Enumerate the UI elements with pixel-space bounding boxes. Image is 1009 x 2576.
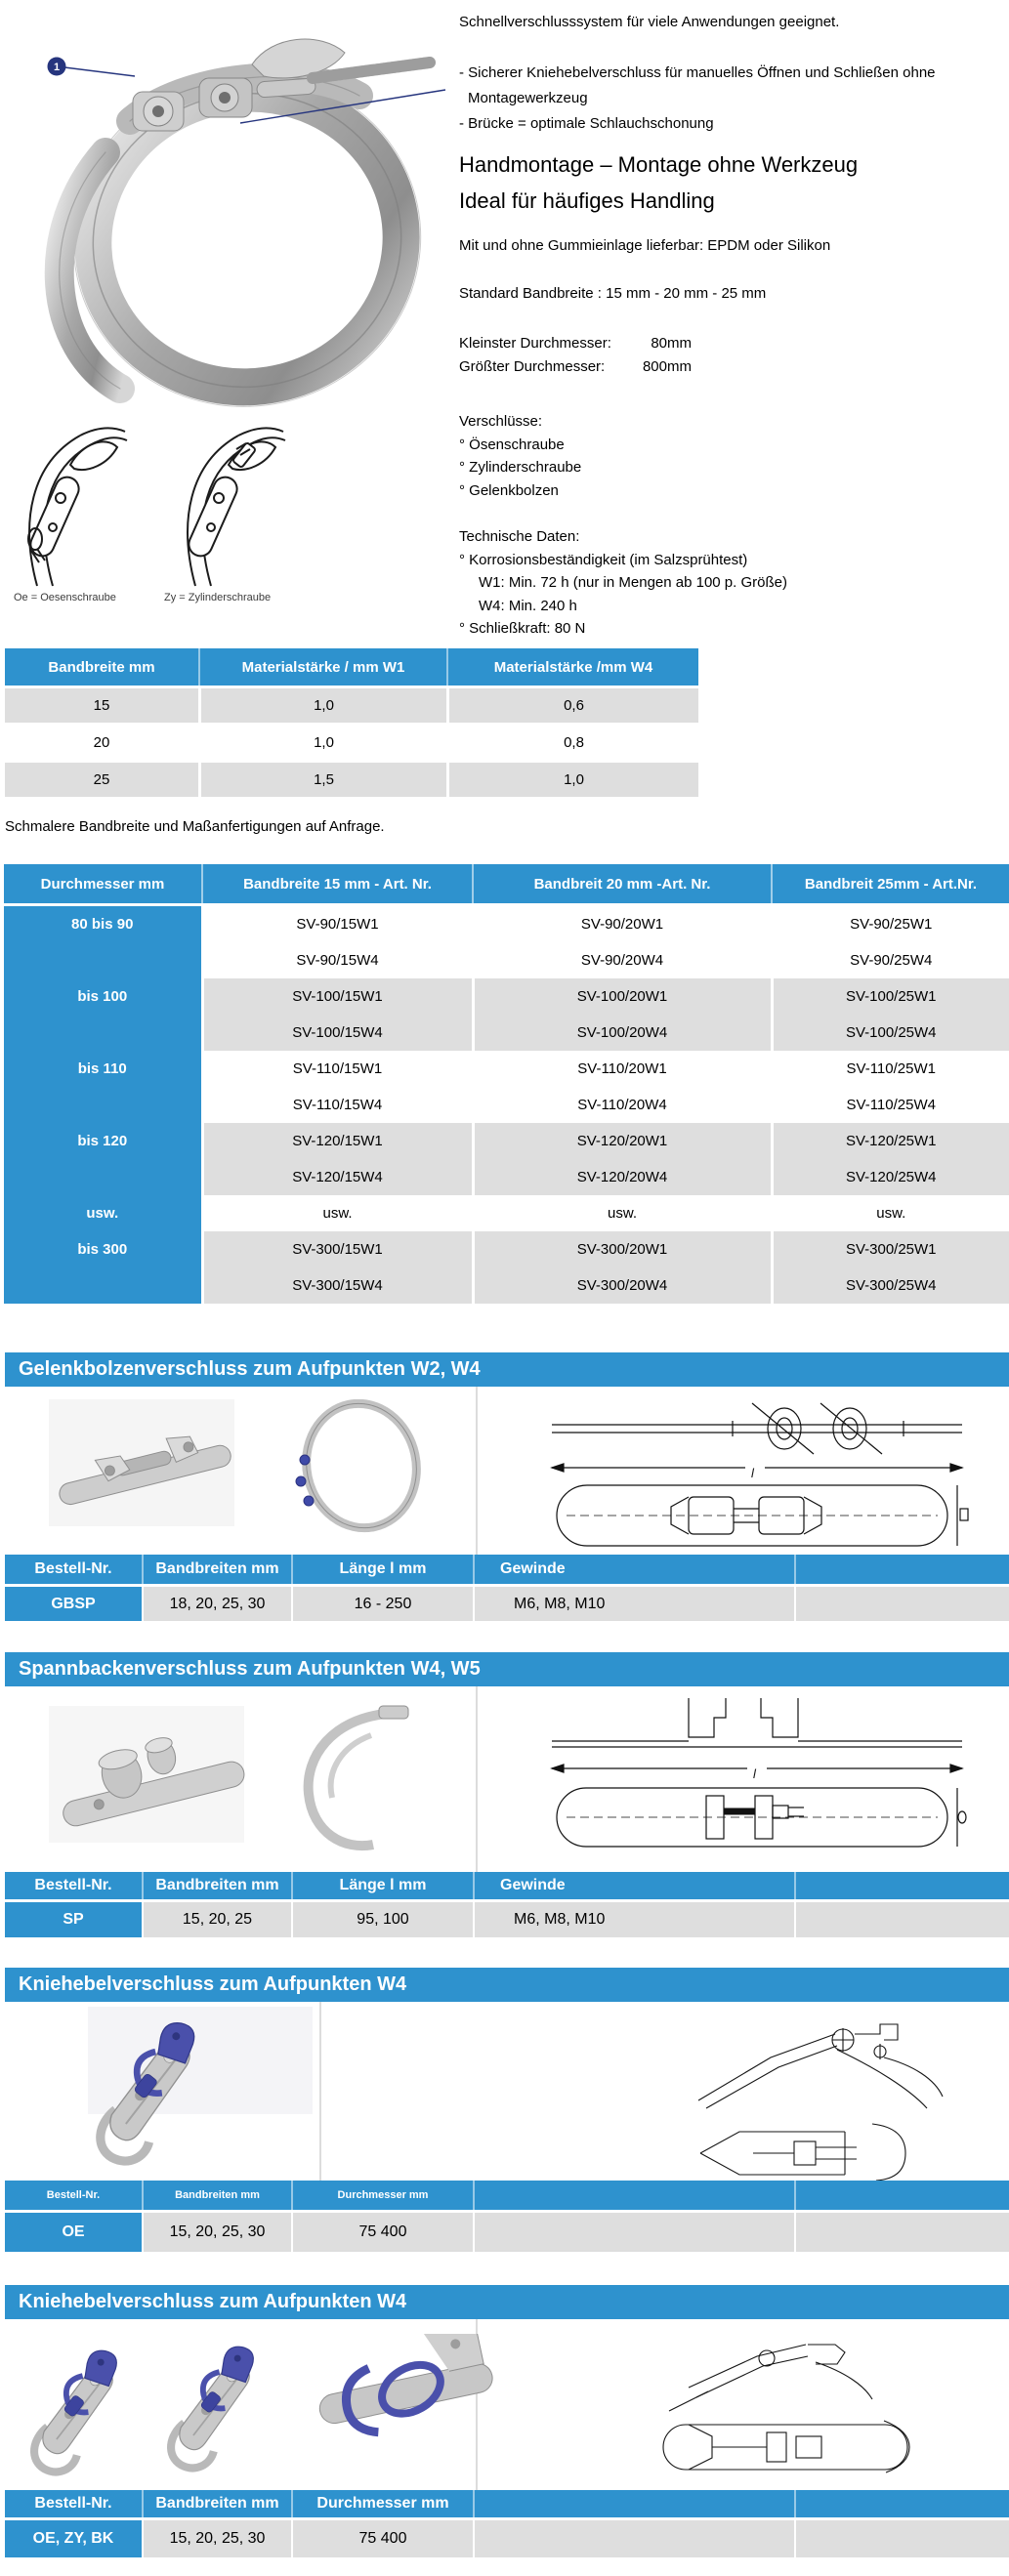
column-header: Bandbreiten mm: [142, 2181, 291, 2210]
kniehebel-technical-drawing: [689, 2007, 1001, 2182]
bullet-line: - Brücke = optimale Schlauchschonung: [459, 115, 714, 132]
art-nr-cell: SV-120/25W1: [772, 1123, 1009, 1159]
art-nr-cell: SV-90/15W1: [202, 905, 473, 943]
column-header: [794, 2490, 1009, 2517]
column-header: Bandbreit 20 mm -Art. Nr.: [473, 864, 772, 905]
table-row: [4, 1051, 1009, 1087]
art-nr-cell: SV-100/15W4: [202, 1015, 473, 1051]
art-nr-cell: SV-90/20W1: [473, 905, 772, 943]
column-header: Bandbreite 15 mm - Art. Nr.: [202, 864, 473, 905]
art-nr-cell: usw.: [202, 1195, 473, 1231]
art-nr-cell: SV-120/15W1: [202, 1123, 473, 1159]
art-nr-cell: SV-120/20W4: [473, 1159, 772, 1195]
column-header: [473, 2490, 794, 2517]
max-diameter-value: 800mm: [642, 358, 692, 375]
tech-item: ° Schließkraft: 80 N: [459, 620, 586, 637]
order-number-cell: OE, ZY, BK: [5, 2520, 142, 2557]
column-header: Bandbreiten mm: [142, 1555, 291, 1584]
locks-list: [459, 410, 1008, 502]
kniehebel-render: [59, 2007, 410, 2178]
delivery-note: Mit und ohne Gummieinlage lieferbar: EPDM oder Silikon: [459, 237, 831, 254]
min-diameter-label: Kleinster Durchmesser:: [459, 335, 611, 352]
column-header: Länge l mm: [291, 1872, 473, 1899]
column-header: Bestell-Nr.: [5, 1872, 142, 1899]
art-nr-cell: SV-90/20W4: [473, 942, 772, 978]
subheadline: Handmontage – Montage ohne Werkzeug Ideal für häufiges Handling: [459, 152, 859, 213]
column-header: Durchmesser mm: [291, 2490, 473, 2517]
technical-data: [459, 525, 1008, 641]
callout-number: 1: [53, 62, 61, 73]
order-number-cell: GBSP: [5, 1587, 142, 1621]
min-diameter-value: 80mm: [651, 335, 692, 352]
kniehebel-variants-drawing: [650, 2329, 972, 2480]
zy-caption: Zy = Zylinderschraube: [164, 592, 272, 603]
art-nr-cell: SV-120/15W4: [202, 1159, 473, 1195]
lock-item: ° Ösenschraube: [459, 436, 565, 453]
art-nr-cell: SV-110/20W1: [473, 1051, 772, 1087]
oe-caption: Oe = Oesenschraube: [14, 592, 116, 603]
art-nr-cell: SV-120/20W1: [473, 1123, 772, 1159]
art-nr-cell: SV-300/25W4: [772, 1267, 1009, 1304]
dimension-label: l: [753, 1766, 756, 1781]
zy-variant-drawing: [158, 414, 315, 590]
art-nr-cell: SV-100/25W1: [772, 978, 1009, 1015]
table-row: [4, 905, 1009, 943]
lock-item: ° Gelenkbolzen: [459, 481, 559, 499]
column-header: Gewinde: [473, 1555, 794, 1584]
diameter-table: [4, 864, 1009, 1304]
diameter-table-header: [4, 864, 1009, 905]
art-nr-cell: SV-300/20W1: [473, 1231, 772, 1267]
art-nr-cell: SV-90/25W1: [772, 905, 1009, 943]
art-nr-cell: usw.: [772, 1195, 1009, 1231]
diameter-table-body: [4, 905, 1009, 1305]
kniehebel-variants-render: [15, 2334, 659, 2488]
table-row: [4, 978, 1009, 1015]
section-kniehebelverschluss-oe: [5, 1968, 1009, 2261]
section-title: Gelenkbolzenverschluss zum Aufpunkten W2, W4: [5, 1352, 1009, 1387]
column-header: Bandbreiten mm: [142, 2490, 291, 2517]
art-nr-cell: SV-300/15W1: [202, 1231, 473, 1267]
table-row: [4, 1231, 1009, 1267]
section-title: Spannbackenverschluss zum Aufpunkten W4, W5: [5, 1652, 1009, 1686]
art-nr-cell: SV-100/20W4: [473, 1015, 772, 1051]
art-nr-cell: SV-100/15W1: [202, 978, 473, 1015]
art-nr-cell: SV-300/20W4: [473, 1267, 772, 1304]
headline: Schnellverschlusssystem für viele Anwendungen geeignet.: [459, 14, 840, 30]
bullet-line: Montagewerkzeug: [468, 90, 588, 106]
column-header: Bandbreit 25mm - Art.Nr.: [772, 864, 1009, 905]
gelenkbolzen-table: Bestell-Nr. Bandbreiten mm Länge l mm Gewinde GBSP 18, 20, 25, 30 16 - 250 M6, M8, M10: [5, 1555, 1009, 1621]
diameter-group-label: bis 120: [4, 1123, 202, 1195]
art-nr-cell: SV-110/25W4: [772, 1087, 1009, 1123]
locks-title: Verschlüsse:: [459, 413, 543, 430]
column-header: [473, 2181, 794, 2210]
diameter-range: [459, 332, 1008, 379]
column-header: Bestell-Nr.: [5, 2490, 142, 2517]
material-table: [5, 648, 698, 797]
table-row: 20 1,0 0,8: [5, 726, 698, 760]
section-title: Kniehebelverschluss zum Aufpunkten W4: [5, 1968, 1009, 2002]
clamp-product-photo: [8, 6, 447, 408]
column-header: Materialstärke /mm W4: [446, 648, 698, 686]
section-kniehebelverschluss-oe-zy-bk: [5, 2285, 1009, 2568]
art-nr-cell: SV-110/15W4: [202, 1087, 473, 1123]
column-header: Länge l mm: [291, 1555, 473, 1584]
divider: [476, 1686, 478, 1872]
column-header: Bandbreite mm: [48, 658, 155, 676]
diameter-group-label: 80 bis 90: [4, 905, 202, 979]
dimension-label: l: [751, 1466, 754, 1480]
tech-item: W1: Min. 72 h (nur in Mengen ab 100 p. Größe): [479, 574, 787, 591]
art-nr-cell: SV-100/20W1: [473, 978, 772, 1015]
divider: [476, 1387, 478, 1555]
diameter-group-label: bis 100: [4, 978, 202, 1051]
diameter-group-label: bis 300: [4, 1231, 202, 1304]
oe-variant-drawing: [10, 414, 156, 590]
table-row: [4, 1195, 1009, 1231]
column-header: Durchmesser mm: [291, 2181, 473, 2210]
material-table-header: [5, 648, 698, 686]
max-diameter-label: Größter Durchmesser:: [459, 358, 606, 375]
gelenkbolzen-render: [49, 1399, 469, 1536]
diameter-group-label: bis 110: [4, 1051, 202, 1123]
art-nr-cell: SV-90/15W4: [202, 942, 473, 978]
spannbacken-table: Bestell-Nr. Bandbreiten mm Länge l mm Gewinde SP 15, 20, 25 95, 100 M6, M8, M10: [5, 1872, 1009, 1937]
tech-item: W4: Min. 240 h: [479, 597, 577, 614]
standard-bandwidth: Standard Bandbreite : 15 mm - 20 mm - 25 mm: [459, 285, 767, 302]
gelenkbolzen-technical-drawing: [542, 1392, 972, 1553]
art-nr-cell: SV-100/25W4: [772, 1015, 1009, 1051]
tech-title: Technische Daten:: [459, 528, 580, 545]
column-header: Materialstärke / mm W1: [198, 648, 446, 686]
table-row: 25 1,5 1,0: [5, 763, 698, 797]
intro-text-block: [459, 0, 1008, 644]
table-row: [4, 1123, 1009, 1159]
diameter-group-label: usw.: [4, 1195, 202, 1231]
art-nr-cell: SV-110/25W1: [772, 1051, 1009, 1087]
lock-item: ° Zylinderschraube: [459, 459, 582, 476]
column-header: [794, 1872, 1009, 1899]
kniehebel-table: Bestell-Nr. Bandbreiten mm Durchmesser mm OE 15, 20, 25, 30 75 400: [5, 2181, 1009, 2252]
art-nr-cell: SV-110/20W4: [473, 1087, 772, 1123]
spannbacken-technical-drawing: [542, 1686, 972, 1862]
column-header: Bestell-Nr.: [5, 1555, 142, 1584]
kniehebel-variants-table: Bestell-Nr. Bandbreiten mm Durchmesser mm OE, ZY, BK 15, 20, 25, 30 75 400: [5, 2490, 1009, 2557]
column-header: [794, 2181, 1009, 2210]
tech-item: ° Korrosionsbeständigkeit (im Salzsprühtest): [459, 551, 748, 568]
feature-bullets: [459, 61, 1008, 137]
section-gelenkbolzenverschluss: [5, 1352, 1009, 1629]
bullet-line: - Sicherer Kniehebelverschluss für manuelles Öffnen und Schließen ohne: [459, 64, 936, 81]
callout-leader-line: [64, 67, 135, 76]
art-nr-cell: SV-110/15W1: [202, 1051, 473, 1087]
table-row: 15 1,0 0,6: [5, 688, 698, 723]
column-header: Bandbreiten mm: [142, 1872, 291, 1899]
section-title: Kniehebelverschluss zum Aufpunkten W4: [5, 2285, 1009, 2319]
order-number-cell: OE: [5, 2213, 142, 2252]
column-header: Durchmesser mm: [4, 864, 202, 905]
column-header: Gewinde: [473, 1872, 794, 1899]
column-header: [794, 1555, 1009, 1584]
order-number-cell: SP: [5, 1902, 142, 1937]
note-text: Schmalere Bandbreite und Maßanfertigungen auf Anfrage.: [5, 818, 385, 835]
art-nr-cell: SV-90/25W4: [772, 942, 1009, 978]
art-nr-cell: SV-300/15W4: [202, 1267, 473, 1304]
spannbacken-render: [49, 1696, 469, 1852]
art-nr-cell: SV-120/25W4: [772, 1159, 1009, 1195]
column-header: Bestell-Nr.: [5, 2181, 142, 2210]
section-spannbackenverschluss: [5, 1652, 1009, 1942]
art-nr-cell: usw.: [473, 1195, 772, 1231]
art-nr-cell: SV-300/25W1: [772, 1231, 1009, 1267]
